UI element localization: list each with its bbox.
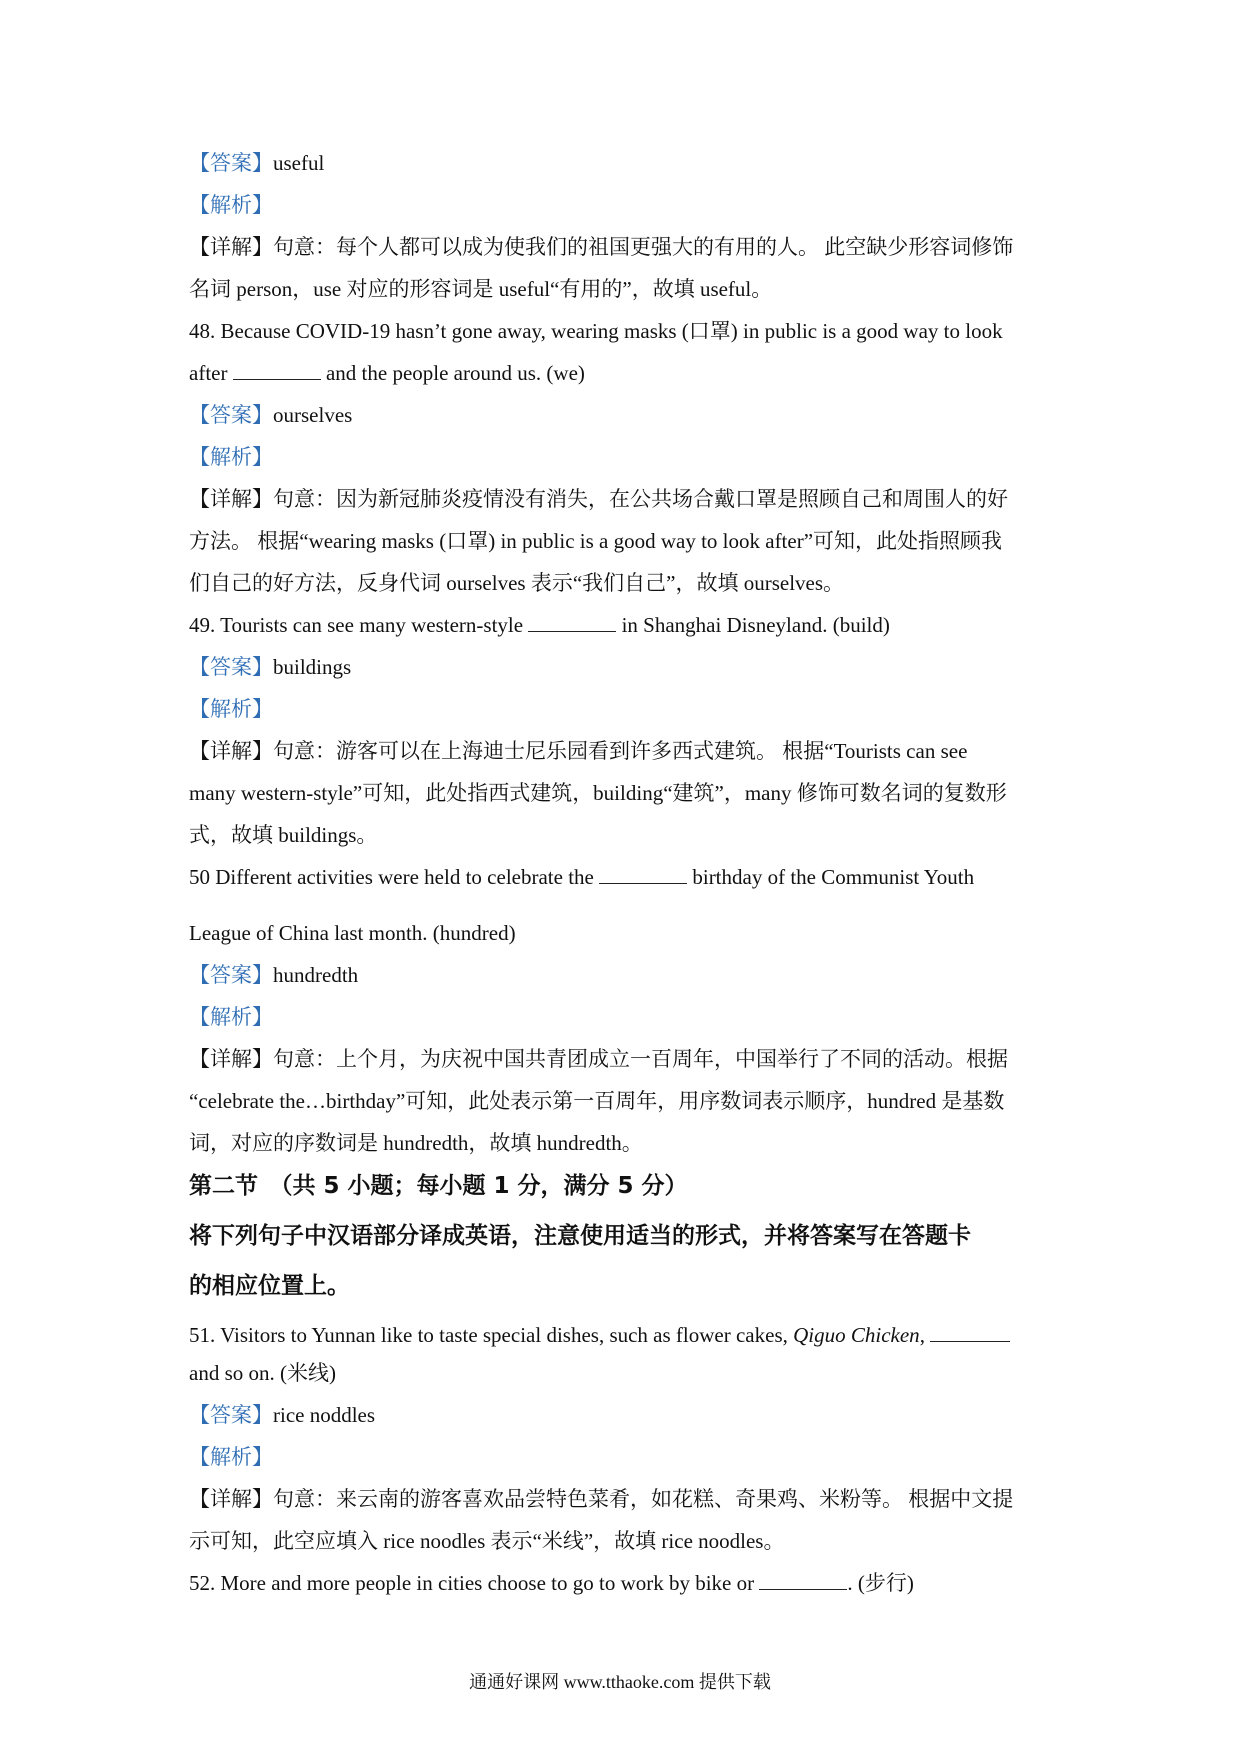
q50-answer-line [189, 961, 358, 989]
detail-label: 【详解】 [189, 235, 273, 259]
section2-heading: 第二节 （共 5 小题；每小题 1 分，满分 5 分） [189, 1173, 688, 1199]
detail-label: 【详解】 [189, 739, 273, 763]
q50-blank [599, 865, 687, 884]
q50-detail-line-3: 词，对应的序数词是 hundredth，故填 hundredth。 [189, 1131, 643, 1155]
q50-stem-part-b: birthday of the Communist Youth [692, 865, 975, 889]
q49-answer: buildings [273, 655, 352, 679]
q52-stem-line [189, 1569, 914, 1597]
q49-blank [528, 613, 616, 632]
q49-analysis-label: 【解析】 [189, 697, 273, 721]
page-footer: 通通好课网 www.tthaoke.com 提供下载 [469, 1672, 771, 1692]
q51-stem-part-a: 51. Visitors to Yunnan like to taste special dishes, such as flower cakes, [189, 1323, 788, 1347]
section2-instruction-1: 将下列句子中汉语部分译成英语，注意使用适当的形式，并将答案写在答题卡 [189, 1223, 971, 1249]
q52-stem-part-b: . (步行) [847, 1571, 914, 1595]
q51-answer-line [189, 1401, 375, 1429]
q48-stem-line-2 [189, 359, 585, 387]
q48-detail-line-2: 方法。 根据“wearing masks (口罩) in public is a good way to look after”可知，此处指照顾我 [189, 529, 1003, 553]
q50-answer: hundredth [273, 963, 359, 987]
q48-answer-line [189, 401, 352, 429]
q50-stem-line-1 [189, 863, 974, 891]
q48-analysis-label: 【解析】 [189, 445, 273, 469]
q51-stem-comma: , [919, 1323, 925, 1347]
q50-analysis-label: 【解析】 [189, 1005, 273, 1029]
detail-label: 【详解】 [189, 487, 273, 511]
q49-answer-line [189, 653, 351, 681]
q50-stem-line-2: League of China last month. (hundred) [189, 921, 516, 945]
detail-label: 【详解】 [189, 1487, 273, 1511]
q49-stem-line [189, 611, 890, 639]
q50-stem-part-a: 50 Different activities were held to celebrate the [189, 865, 594, 889]
q50-detail-line-1 [189, 1045, 1008, 1073]
q51-analysis-label: 【解析】 [189, 1445, 273, 1469]
q48-detail-line-3: 们自己的好方法，反身代词 ourselves 表示“我们自己”，故填 ourselves。 [189, 571, 845, 595]
q48-stem-part-b: and the people around us. (we) [325, 361, 585, 385]
q51-blank [930, 1323, 1010, 1342]
q47-answer: useful [273, 151, 325, 175]
q49-detail-line-2: many western-style”可知，此处指西式建筑，building“建筑”，many 修饰可数名词的复数形 [189, 781, 1007, 805]
q49-detail-line-3: 式，故填 buildings。 [189, 823, 378, 847]
answer-label: 【答案】 [189, 151, 273, 175]
q49-stem-part-b: in Shanghai Disneyland. (build) [621, 613, 890, 637]
answer-label: 【答案】 [189, 403, 273, 427]
q50-detail-text-1: 句意：上个月，为庆祝中国共青团成立一百周年，中国举行了不同的活动。根据 [273, 1047, 1008, 1071]
q50-detail-line-2: “celebrate the…birthday”可知，此处表示第一百周年，用序数词表示顺序，hundred 是基数 [189, 1089, 1005, 1113]
q48-stem-line-1: 48. Because COVID-19 hasn’t gone away, wearing masks (口罩) in public is a good way to look [189, 319, 1003, 343]
q47-detail-text-1: 句意：每个人都可以成为使我们的祖国更强大的有用的人。 此空缺少形容词修饰 [273, 235, 1014, 259]
q47-analysis-label: 【解析】 [189, 193, 273, 217]
section2-instruction-2: 的相应位置上。 [189, 1273, 350, 1299]
answer-label: 【答案】 [189, 655, 273, 679]
q51-detail-text-1: 句意：来云南的游客喜欢品尝特色菜肴，如花糕、奇果鸡、米粉等。 根据中文提 [273, 1487, 1014, 1511]
q51-detail-line-1 [189, 1485, 1013, 1513]
q52-blank [759, 1571, 847, 1590]
q47-answer-line [189, 149, 324, 177]
q49-stem-part-a: 49. Tourists can see many western-style [189, 613, 524, 637]
q49-detail-line-1 [189, 737, 967, 765]
q47-detail-line-2: 名词 person，use 对应的形容词是 useful“有用的”，故填 useful。 [189, 277, 773, 301]
q48-detail-line-1 [189, 485, 1008, 513]
q47-detail-line-1 [189, 233, 1013, 261]
answer-label: 【答案】 [189, 963, 273, 987]
detail-label: 【详解】 [189, 1047, 273, 1071]
q49-detail-text-1: 句意：游客可以在上海迪士尼乐园看到许多西式建筑。 根据“Tourists can see [273, 739, 968, 763]
q51-stem-line-1 [189, 1321, 1010, 1349]
q51-detail-line-2: 示可知，此空应填入 rice noodles 表示“米线”，故填 rice noodles。 [189, 1529, 785, 1553]
q51-stem-line-2: and so on. (米线) [189, 1361, 336, 1385]
q48-answer: ourselves [273, 403, 353, 427]
answer-label: 【答案】 [189, 1403, 273, 1427]
q48-blank [233, 361, 321, 380]
q52-stem-part-a: 52. More and more people in cities choose to go to work by bike or [189, 1571, 755, 1595]
q48-stem-part-a: after [189, 361, 228, 385]
q51-stem-italic: Qiguo Chicken [793, 1323, 920, 1347]
q48-detail-text-1: 句意：因为新冠肺炎疫情没有消失，在公共场合戴口罩是照顾自己和周围人的好 [273, 487, 1008, 511]
q51-answer: rice noddles [273, 1403, 376, 1427]
